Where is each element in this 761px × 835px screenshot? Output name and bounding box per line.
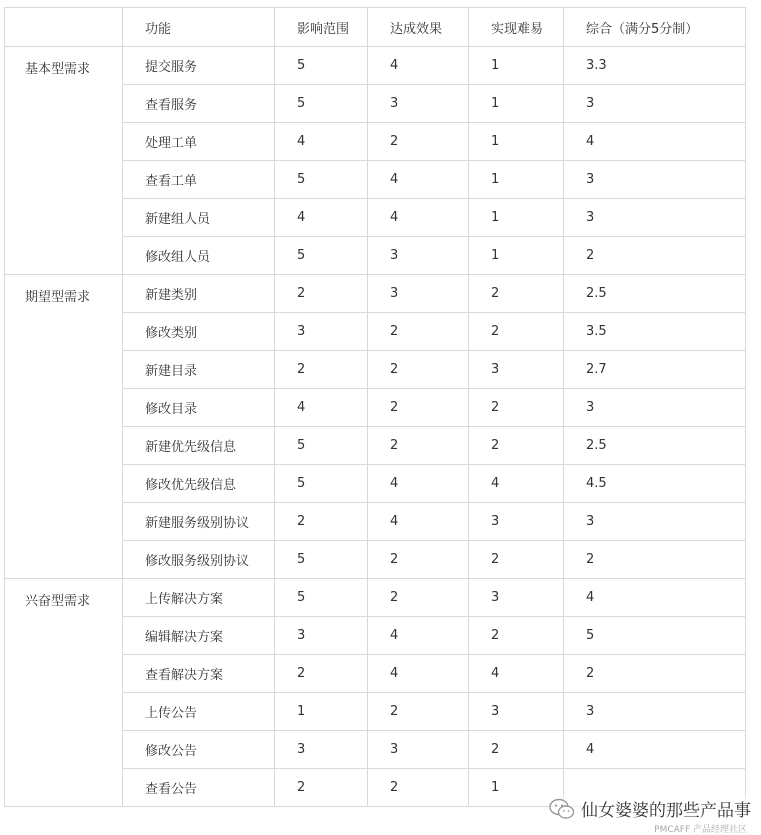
watermark-text: 仙女婆婆的那些产品事 [581,801,751,821]
effect-cell: 4 [368,47,469,85]
table-row [5,275,746,313]
effect-cell: 3 [368,275,469,313]
feature-cell: 新建优先级信息 [123,427,275,465]
group-label: 基本型需求 [5,47,123,275]
difficulty-cell: 4 [469,465,564,503]
feature-cell: 修改类别 [123,313,275,351]
difficulty-cell: 1 [469,161,564,199]
scope-cell: 5 [275,579,368,617]
difficulty-cell: 1 [469,85,564,123]
scope-cell: 2 [275,655,368,693]
header-cell: 达成效果 [368,8,469,47]
effect-cell: 2 [368,579,469,617]
scope-cell: 2 [275,351,368,389]
header-cell: 实现难易 [469,8,564,47]
total-cell: 2.5 [564,275,746,313]
feature-cell: 查看解决方案 [123,655,275,693]
scope-cell: 2 [275,275,368,313]
header-cell: 功能 [123,8,275,47]
difficulty-cell: 3 [469,503,564,541]
table-body [5,47,746,807]
total-cell: 3 [564,389,746,427]
difficulty-cell: 1 [469,47,564,85]
total-cell: 4.5 [564,465,746,503]
feature-cell: 修改目录 [123,389,275,427]
total-cell: 3 [564,161,746,199]
effect-cell: 3 [368,731,469,769]
effect-cell: 2 [368,769,469,807]
feature-cell: 上传公告 [123,693,275,731]
table-row [5,579,746,617]
effect-cell: 2 [368,351,469,389]
scope-cell: 3 [275,731,368,769]
difficulty-cell: 2 [469,389,564,427]
requirements-table [4,7,746,807]
scope-cell: 4 [275,389,368,427]
scope-cell: 5 [275,427,368,465]
feature-cell: 处理工单 [123,123,275,161]
scope-cell: 5 [275,541,368,579]
difficulty-cell: 2 [469,427,564,465]
difficulty-cell: 4 [469,655,564,693]
feature-cell: 查看公告 [123,769,275,807]
effect-cell: 4 [368,617,469,655]
difficulty-cell: 2 [469,731,564,769]
scope-cell: 1 [275,693,368,731]
difficulty-cell: 1 [469,123,564,161]
table-row [5,47,746,85]
feature-cell: 新建类别 [123,275,275,313]
feature-cell: 修改优先级信息 [123,465,275,503]
scope-cell: 4 [275,123,368,161]
scope-cell: 3 [275,313,368,351]
feature-cell: 修改服务级别协议 [123,541,275,579]
scope-cell: 5 [275,47,368,85]
header-row [5,8,746,47]
header-cell: 综合（满分5分制） [564,8,746,47]
effect-cell: 4 [368,161,469,199]
difficulty-cell: 1 [469,199,564,237]
total-cell: 3.5 [564,313,746,351]
total-cell: 3 [564,503,746,541]
total-cell: 2.7 [564,351,746,389]
group-label: 期望型需求 [5,275,123,579]
scope-cell: 5 [275,237,368,275]
scope-cell: 3 [275,617,368,655]
effect-cell: 4 [368,655,469,693]
wechat-icon [549,798,575,820]
total-cell: 4 [564,579,746,617]
effect-cell: 4 [368,503,469,541]
effect-cell: 2 [368,693,469,731]
feature-cell: 查看服务 [123,85,275,123]
effect-cell: 2 [368,313,469,351]
difficulty-cell: 2 [469,617,564,655]
scope-cell: 4 [275,199,368,237]
feature-cell: 新建目录 [123,351,275,389]
effect-cell: 4 [368,199,469,237]
feature-cell: 编辑解决方案 [123,617,275,655]
effect-cell: 3 [368,85,469,123]
difficulty-cell: 3 [469,579,564,617]
effect-cell: 2 [368,541,469,579]
effect-cell: 3 [368,237,469,275]
total-cell: 2 [564,237,746,275]
difficulty-cell: 3 [469,351,564,389]
header-cell: 影响范围 [275,8,368,47]
effect-cell: 2 [368,123,469,161]
group-label: 兴奋型需求 [5,579,123,807]
total-cell: 3 [564,85,746,123]
feature-cell: 上传解决方案 [123,579,275,617]
total-cell: 5 [564,617,746,655]
total-cell: 3 [564,693,746,731]
watermark [549,796,751,821]
total-cell: 4 [564,123,746,161]
difficulty-cell: 1 [469,769,564,807]
feature-cell: 新建服务级别协议 [123,503,275,541]
feature-cell: 提交服务 [123,47,275,85]
feature-cell: 新建组人员 [123,199,275,237]
total-cell: 4 [564,731,746,769]
difficulty-cell: 2 [469,541,564,579]
effect-cell: 2 [368,427,469,465]
difficulty-cell: 3 [469,693,564,731]
difficulty-cell: 2 [469,275,564,313]
scope-cell: 5 [275,85,368,123]
watermark-subtext: PMCAFF 产品经理社区 [654,825,747,835]
total-cell: 2 [564,655,746,693]
scope-cell: 5 [275,465,368,503]
difficulty-cell: 2 [469,313,564,351]
scope-cell: 2 [275,503,368,541]
scope-cell: 2 [275,769,368,807]
effect-cell: 2 [368,389,469,427]
total-cell: 2.5 [564,427,746,465]
difficulty-cell: 1 [469,237,564,275]
feature-cell: 查看工单 [123,161,275,199]
total-cell: 2 [564,541,746,579]
feature-cell: 修改组人员 [123,237,275,275]
header-cell [5,8,123,47]
effect-cell: 4 [368,465,469,503]
total-cell: 3.3 [564,47,746,85]
scope-cell: 5 [275,161,368,199]
feature-cell: 修改公告 [123,731,275,769]
total-cell: 3 [564,199,746,237]
